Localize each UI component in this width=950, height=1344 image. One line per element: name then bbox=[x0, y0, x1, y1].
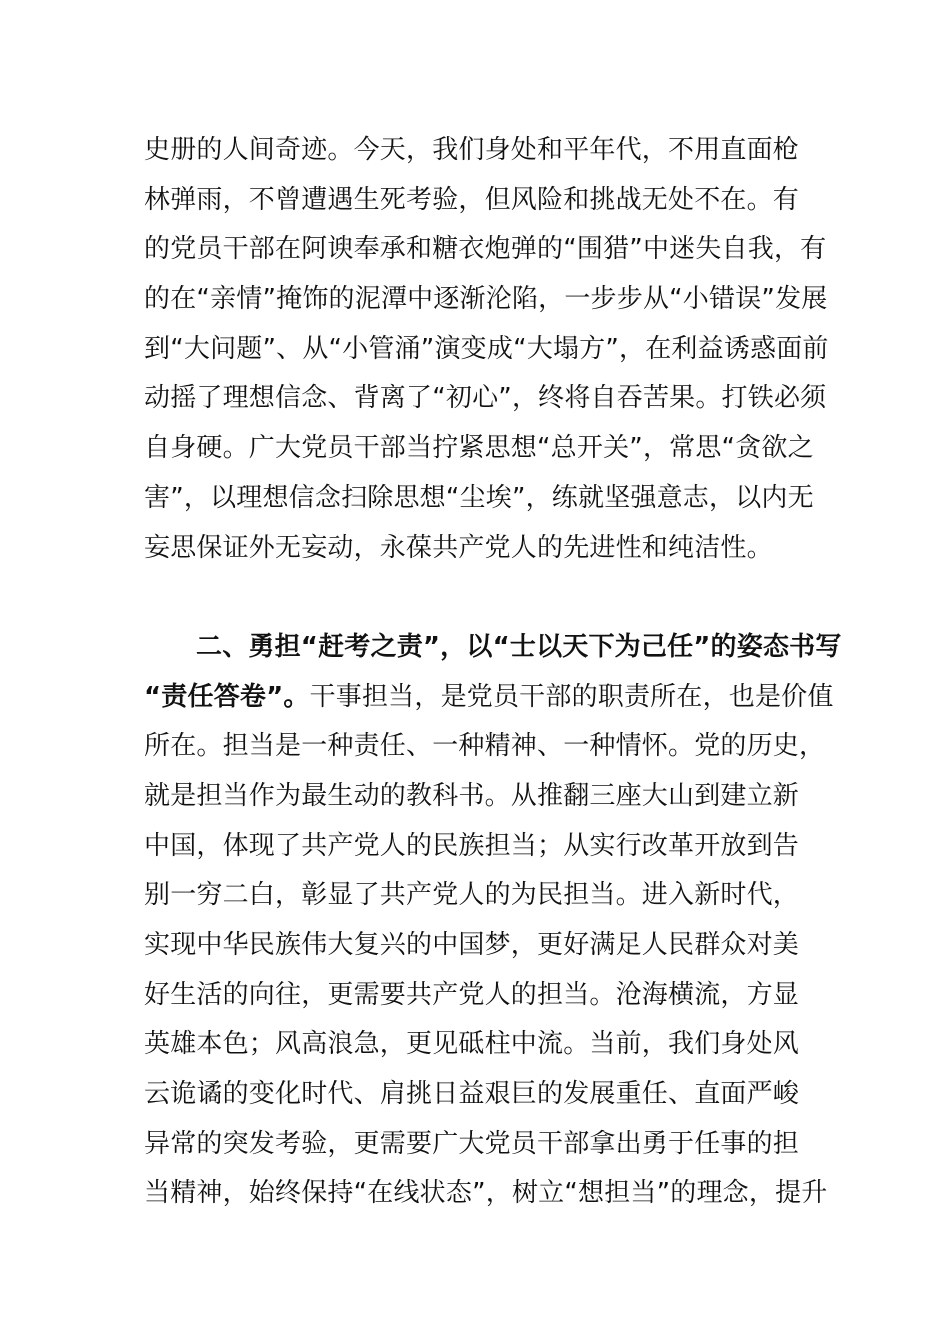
text-line bbox=[144, 673, 834, 723]
text-line: 害”，以理想信念扫除思想“尘埃”，练就坚强意志，以内无 bbox=[144, 482, 814, 513]
text-line: 妄思保证外无妄动，永葆共产党人的先进性和纯洁性。 bbox=[144, 532, 773, 563]
text-line: 英雄本色；风高浪急，更见砥柱中流。当前，我们身处风 bbox=[144, 1029, 800, 1060]
text-line: 实现中华民族伟大复兴的中国梦，更好满足人民群众对美 bbox=[144, 930, 800, 960]
text-line: 好生活的向往，更需要共产党人的担当。沧海横流，方显 bbox=[144, 979, 800, 1010]
text-line: 的在“亲情”掩饰的泥潭中逐渐沦陷，一步步从“小错误”发展 bbox=[144, 284, 828, 315]
text-line: 动摇了理想信念、背离了“初心”，终将自吞苦果。打铁必须 bbox=[144, 383, 827, 414]
text-line: 中国，体现了共产党人的民族担当；从实行改革开放到告 bbox=[144, 830, 800, 861]
text-line: 史册的人间奇迹。今天，我们身处和平年代，不用直面枪 bbox=[144, 135, 800, 165]
text-line: 异常的突发考验，更需要广大党员干部拿出勇于任事的担 bbox=[144, 1128, 800, 1159]
paragraph-spacer bbox=[144, 573, 806, 623]
text-line: 林弹雨，不曾遭遇生死考验，但风险和挑战无处不在。有 bbox=[144, 184, 800, 215]
document-page bbox=[144, 126, 842, 1219]
text-line: 的党员干部在阿谀奉承和糖衣炮弹的“围猎”中迷失自我，有 bbox=[144, 234, 827, 265]
text-line: 当精神，始终保持“在线状态”，树立“想担当”的理念，提升 bbox=[144, 1178, 828, 1209]
text-line: 自身硬。广大党员干部当拧紧思想“总开关”，常思“贪欲之 bbox=[144, 433, 814, 464]
paragraph-1 bbox=[144, 126, 829, 573]
section-heading-end: “责任答卷”。 bbox=[144, 681, 310, 712]
text-line: 就是担当作为最生动的教科书。从推翻三座大山到建立新 bbox=[144, 780, 800, 811]
section-heading: 二、勇担“赶考之责”，以“士以天下为己任”的姿态书写 bbox=[196, 631, 842, 662]
text-line: 云诡谲的变化时代、肩挑日益艰巨的发展重任、直面严峻 bbox=[144, 1079, 800, 1110]
text-line: 所在。担当是一种责任、一种精神、一种情怀。党的历史， bbox=[144, 731, 826, 762]
text-line: 别一穷二白，彰显了共产党人的为民担当。进入新时代， bbox=[144, 880, 800, 911]
section-intro-text: 干事担当，是党员干部的职责所在，也是价值 bbox=[309, 681, 834, 712]
text-line: 到“大问题”、从“小管涌”演变成“大塌方”，在利益诱惑面前 bbox=[144, 333, 829, 364]
paragraph-2 bbox=[144, 623, 842, 1219]
